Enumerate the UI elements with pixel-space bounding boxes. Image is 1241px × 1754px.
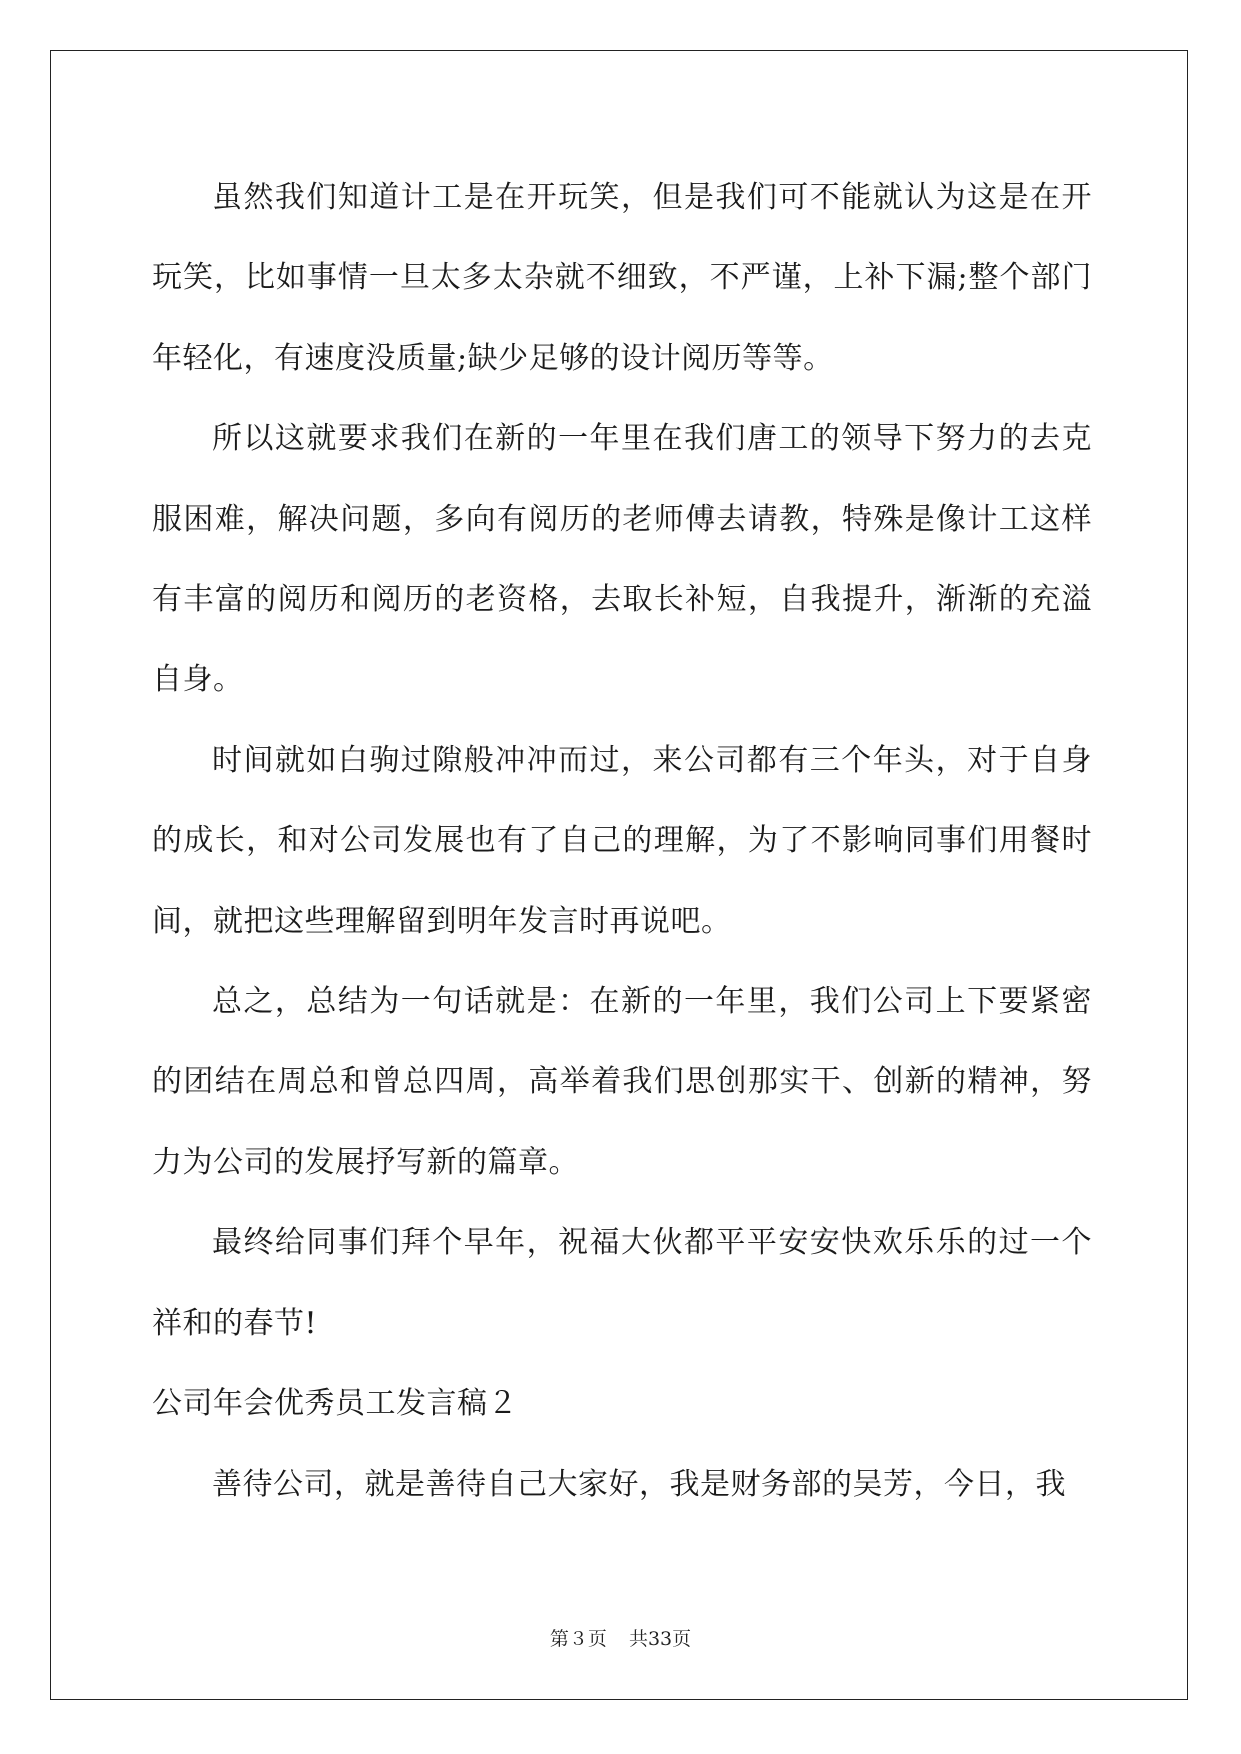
- section-heading: 公司年会优秀员工发言稿２: [152, 1386, 518, 1422]
- page-total: 共33页: [628, 1628, 692, 1650]
- page-number: 第３页: [549, 1628, 607, 1650]
- paragraph-2: 所以这就要求我们在新的一年里在我们唐工的领导下努力的去克服困难，解决问题，多向有阅历的老师傅去请教，特殊是像计工这样有丰富的阅历和阅历的老资格，去取长补短，自我提升，渐渐的充溢自身。: [152, 421, 1092, 698]
- paragraph-3: 时间就如白驹过隙般冲冲而过，来公司都有三个年头，对于自身的成长，和对公司发展也有了自己的理解，为了不影响同事们用餐时间，就把这些理解留到明年发言时再说吧。: [152, 742, 1092, 939]
- paragraph-6: 善待公司，就是善待自己大家好，我是财务部的吴芳，今日，我: [212, 1466, 1066, 1502]
- paragraph-1: 虽然我们知道计工是在开玩笑，但是我们可不能就认为这是在开玩笑，比如事情一旦太多太杂就不细致，不严谨，上补下漏;整个部门年轻化，有速度没质量;缺少足够的设计阅历等等。: [152, 180, 1092, 376]
- paragraph-4: 总之，总结为一句话就是：在新的一年里，我们公司上下要紧密的团结在周总和曾总四周，高举着我们思创那实干、创新的精神，努力为公司的发展抒写新的篇章。: [152, 984, 1092, 1180]
- paragraph-5: 最终给同事们拜个早年，祝福大伙都平平安安快欢乐乐的过一个祥和的春节!: [152, 1225, 1092, 1341]
- document-body: [152, 158, 1092, 1525]
- page-footer: [0, 1624, 1241, 1651]
